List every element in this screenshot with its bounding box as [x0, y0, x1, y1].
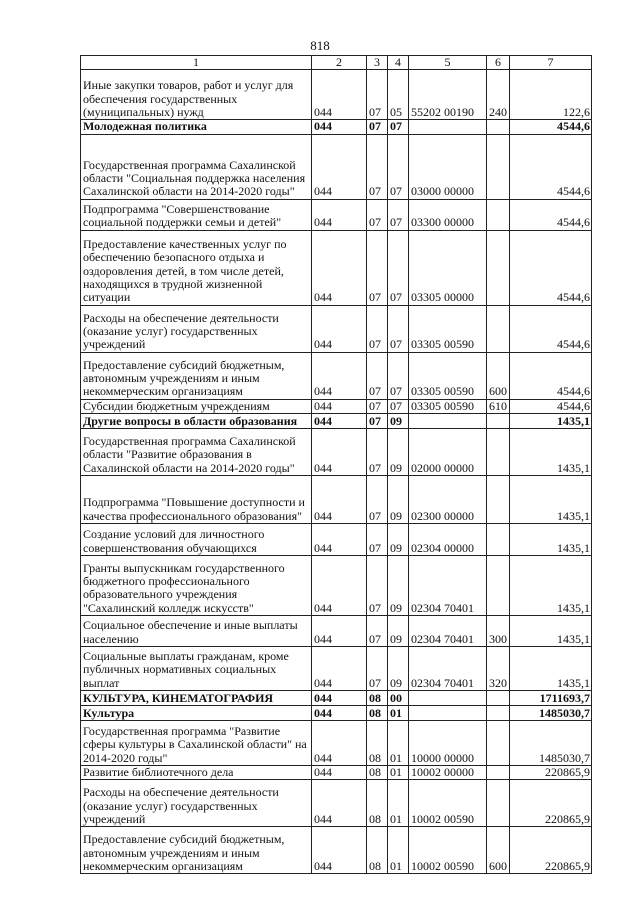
- table-row: [81, 428, 592, 475]
- table-row: [81, 475, 592, 523]
- row-c2-cell: 044: [312, 428, 367, 475]
- table-row: [81, 352, 592, 399]
- row-c7-cell: 1435,1: [510, 413, 592, 428]
- row-c5-cell: 10002 00000: [409, 765, 487, 779]
- row-name-cell: Культура: [81, 705, 312, 720]
- row-c7-cell: 4544,6: [510, 134, 592, 199]
- table-row: [81, 827, 592, 874]
- row-c6-cell: 610: [487, 399, 510, 413]
- row-c4-cell: 09: [388, 555, 409, 615]
- row-c6-cell: [487, 765, 510, 779]
- row-c6-cell: [487, 720, 510, 765]
- row-c2-cell: 044: [312, 120, 367, 134]
- row-c6-cell: 300: [487, 615, 510, 646]
- row-c2-cell: 044: [312, 134, 367, 199]
- row-c3-cell: 07: [367, 523, 388, 555]
- row-name-cell: Социальное обеспечение и иные выплаты населению: [81, 615, 312, 646]
- row-c5-cell: 03305 00000: [409, 230, 487, 305]
- row-c5-cell: 03000 00000: [409, 134, 487, 199]
- row-c5-cell: 03305 00590: [409, 352, 487, 399]
- table-row: [81, 70, 592, 120]
- row-c4-cell: 09: [388, 413, 409, 428]
- row-c7-cell: 4544,6: [510, 352, 592, 399]
- row-c7-cell: 1711693,7: [510, 690, 592, 705]
- row-c4-cell: 09: [388, 475, 409, 523]
- row-c3-cell: 07: [367, 70, 388, 120]
- row-c3-cell: 08: [367, 690, 388, 705]
- row-c6-cell: [487, 428, 510, 475]
- row-c4-cell: 09: [388, 646, 409, 690]
- row-c7-cell: 122,6: [510, 70, 592, 120]
- row-name-cell: Расходы на обеспечение деятельности (оказание услуг) государственных учреждений: [81, 305, 312, 352]
- row-c3-cell: 08: [367, 765, 388, 779]
- row-c4-cell: 00: [388, 690, 409, 705]
- table-row: [81, 230, 592, 305]
- row-c6-cell: [487, 523, 510, 555]
- row-c2-cell: 044: [312, 780, 367, 827]
- row-name-cell: Социальные выплаты гражданам, кроме публичных нормативных социальных выплат: [81, 646, 312, 690]
- row-c5-cell: 10000 00000: [409, 720, 487, 765]
- row-c6-cell: [487, 555, 510, 615]
- row-c5-cell: 02304 70401: [409, 615, 487, 646]
- row-c7-cell: 1435,1: [510, 615, 592, 646]
- row-c2-cell: 044: [312, 413, 367, 428]
- table-row: [81, 780, 592, 827]
- row-c7-cell: 1435,1: [510, 475, 592, 523]
- row-c2-cell: 044: [312, 827, 367, 874]
- row-c3-cell: 08: [367, 705, 388, 720]
- row-c2-cell: 044: [312, 705, 367, 720]
- table-row: [81, 646, 592, 690]
- row-name-cell: Расходы на обеспечение деятельности (оказание услуг) государственных учреждений: [81, 780, 312, 827]
- row-name-cell: Предоставление качественных услуг по обеспечению безопасного отдыха и оздоровления детей, в том числе детей, находящихся в трудной жизненной ситуации: [81, 230, 312, 305]
- table-row: [81, 555, 592, 615]
- row-c5-cell: 02000 00000: [409, 428, 487, 475]
- row-c5-cell: 03305 00590: [409, 399, 487, 413]
- row-c3-cell: 07: [367, 305, 388, 352]
- row-c3-cell: 07: [367, 352, 388, 399]
- row-c6-cell: [487, 413, 510, 428]
- row-c2-cell: 044: [312, 475, 367, 523]
- row-c3-cell: 07: [367, 199, 388, 230]
- header-cell: 6: [487, 56, 510, 70]
- row-name-cell: Молодежная политика: [81, 120, 312, 134]
- row-c3-cell: 07: [367, 555, 388, 615]
- row-name-cell: Создание условий для личностного совершенствования обучающихся: [81, 523, 312, 555]
- row-c2-cell: 044: [312, 70, 367, 120]
- row-c4-cell: 01: [388, 765, 409, 779]
- row-c6-cell: [487, 199, 510, 230]
- row-c5-cell: [409, 120, 487, 134]
- row-c6-cell: [487, 690, 510, 705]
- row-c2-cell: 044: [312, 199, 367, 230]
- table-row: [81, 413, 592, 428]
- row-c2-cell: 044: [312, 765, 367, 779]
- row-name-cell: Предоставление субсидий бюджетным, автономным учреждениям и иным некоммерческим организациям: [81, 827, 312, 874]
- row-c7-cell: 1485030,7: [510, 720, 592, 765]
- row-name-cell: Государственная программа Сахалинской области "Развитие образования в Сахалинской области на 2014-2020 годы": [81, 428, 312, 475]
- row-c4-cell: 07: [388, 230, 409, 305]
- row-c7-cell: 4544,6: [510, 399, 592, 413]
- row-c5-cell: 02300 00000: [409, 475, 487, 523]
- row-c7-cell: 220865,9: [510, 780, 592, 827]
- row-c7-cell: 1485030,7: [510, 705, 592, 720]
- row-c3-cell: 08: [367, 720, 388, 765]
- row-c7-cell: 1435,1: [510, 646, 592, 690]
- row-c7-cell: 4544,6: [510, 120, 592, 134]
- row-c2-cell: 044: [312, 305, 367, 352]
- row-c6-cell: 240: [487, 70, 510, 120]
- row-c6-cell: [487, 134, 510, 199]
- row-c6-cell: [487, 475, 510, 523]
- row-c3-cell: 07: [367, 399, 388, 413]
- row-c2-cell: 044: [312, 720, 367, 765]
- row-c4-cell: 05: [388, 70, 409, 120]
- row-c7-cell: 4544,6: [510, 230, 592, 305]
- header-row: [81, 56, 592, 70]
- table-row: [81, 765, 592, 779]
- row-c5-cell: [409, 690, 487, 705]
- row-c3-cell: 07: [367, 428, 388, 475]
- row-c7-cell: 220865,9: [510, 827, 592, 874]
- row-c5-cell: 03305 00590: [409, 305, 487, 352]
- row-c5-cell: 10002 00590: [409, 780, 487, 827]
- row-c3-cell: 07: [367, 134, 388, 199]
- row-c3-cell: 07: [367, 646, 388, 690]
- row-c4-cell: 09: [388, 428, 409, 475]
- row-name-cell: Подпрограмма "Повышение доступности и качества профессионального образования": [81, 475, 312, 523]
- row-c3-cell: 08: [367, 827, 388, 874]
- header-cell: 5: [409, 56, 487, 70]
- row-c2-cell: 044: [312, 646, 367, 690]
- row-c6-cell: 320: [487, 646, 510, 690]
- row-c2-cell: 044: [312, 399, 367, 413]
- row-name-cell: Другие вопросы в области образования: [81, 413, 312, 428]
- header-cell: 4: [388, 56, 409, 70]
- row-c7-cell: 4544,6: [510, 199, 592, 230]
- row-c3-cell: 07: [367, 230, 388, 305]
- row-c5-cell: 02304 00000: [409, 523, 487, 555]
- row-c6-cell: [487, 780, 510, 827]
- row-c7-cell: 1435,1: [510, 428, 592, 475]
- row-c4-cell: 01: [388, 720, 409, 765]
- header-cell: 3: [367, 56, 388, 70]
- row-c7-cell: 220865,9: [510, 765, 592, 779]
- row-c4-cell: 09: [388, 523, 409, 555]
- row-c5-cell: [409, 705, 487, 720]
- row-name-cell: Гранты выпускникам государственного бюджетного профессионального образовательного учреждения "Сахалинский колледж искусств": [81, 555, 312, 615]
- table-row: [81, 615, 592, 646]
- row-c4-cell: 07: [388, 199, 409, 230]
- row-c5-cell: 02304 70401: [409, 555, 487, 615]
- row-c5-cell: 55202 00190: [409, 70, 487, 120]
- row-c4-cell: 01: [388, 705, 409, 720]
- table-row: [81, 305, 592, 352]
- page-number: 818: [310, 38, 330, 53]
- row-c2-cell: 044: [312, 615, 367, 646]
- table-row: [81, 720, 592, 765]
- row-name-cell: Подпрограмма "Совершенствование социальной поддержки семьи и детей": [81, 199, 312, 230]
- row-c2-cell: 044: [312, 230, 367, 305]
- row-c4-cell: 09: [388, 615, 409, 646]
- row-c7-cell: 4544,6: [510, 305, 592, 352]
- row-c7-cell: 1435,1: [510, 555, 592, 615]
- table-row: [81, 134, 592, 199]
- row-c3-cell: 07: [367, 120, 388, 134]
- header-cell: 2: [312, 56, 367, 70]
- table-row: [81, 523, 592, 555]
- row-c4-cell: 07: [388, 120, 409, 134]
- row-c6-cell: 600: [487, 827, 510, 874]
- row-name-cell: Развитие библиотечного дела: [81, 765, 312, 779]
- row-c6-cell: 600: [487, 352, 510, 399]
- row-c5-cell: 02304 70401: [409, 646, 487, 690]
- row-c6-cell: [487, 305, 510, 352]
- table-row: [81, 399, 592, 413]
- row-c6-cell: [487, 705, 510, 720]
- row-c2-cell: 044: [312, 352, 367, 399]
- row-name-cell: Иные закупки товаров, работ и услуг для обеспечения государственных (муниципальных) нужд: [81, 70, 312, 120]
- row-name-cell: КУЛЬТУРА, КИНЕМАТОГРАФИЯ: [81, 690, 312, 705]
- row-c5-cell: 10002 00590: [409, 827, 487, 874]
- header-cell: 7: [510, 56, 592, 70]
- table-row: [81, 199, 592, 230]
- row-name-cell: Предоставление субсидий бюджетным, автономным учреждениям и иным некоммерческим организациям: [81, 352, 312, 399]
- row-c5-cell: [409, 413, 487, 428]
- row-c3-cell: 07: [367, 475, 388, 523]
- table-row: [81, 690, 592, 705]
- row-c7-cell: 1435,1: [510, 523, 592, 555]
- table-row: [81, 120, 592, 134]
- row-c4-cell: 07: [388, 352, 409, 399]
- row-c2-cell: 044: [312, 555, 367, 615]
- row-c3-cell: 07: [367, 413, 388, 428]
- row-c3-cell: 07: [367, 615, 388, 646]
- row-c5-cell: 03300 00000: [409, 199, 487, 230]
- row-name-cell: Государственная программа Сахалинской области "Социальная поддержка населения Сахалинской области на 2014-2020 годы": [81, 134, 312, 199]
- row-c3-cell: 08: [367, 780, 388, 827]
- row-c4-cell: 07: [388, 399, 409, 413]
- row-c6-cell: [487, 230, 510, 305]
- row-c6-cell: [487, 120, 510, 134]
- row-name-cell: Субсидии бюджетным учреждениям: [81, 399, 312, 413]
- row-c4-cell: 01: [388, 827, 409, 874]
- budget-table: [80, 55, 592, 874]
- row-c4-cell: 01: [388, 780, 409, 827]
- row-c4-cell: 07: [388, 134, 409, 199]
- row-c4-cell: 07: [388, 305, 409, 352]
- row-c2-cell: 044: [312, 690, 367, 705]
- table-row: [81, 705, 592, 720]
- header-cell: 1: [81, 56, 312, 70]
- row-c2-cell: 044: [312, 523, 367, 555]
- row-name-cell: Государственная программа "Развитие сферы культуры в Сахалинской области" на 2014-2020 годы": [81, 720, 312, 765]
